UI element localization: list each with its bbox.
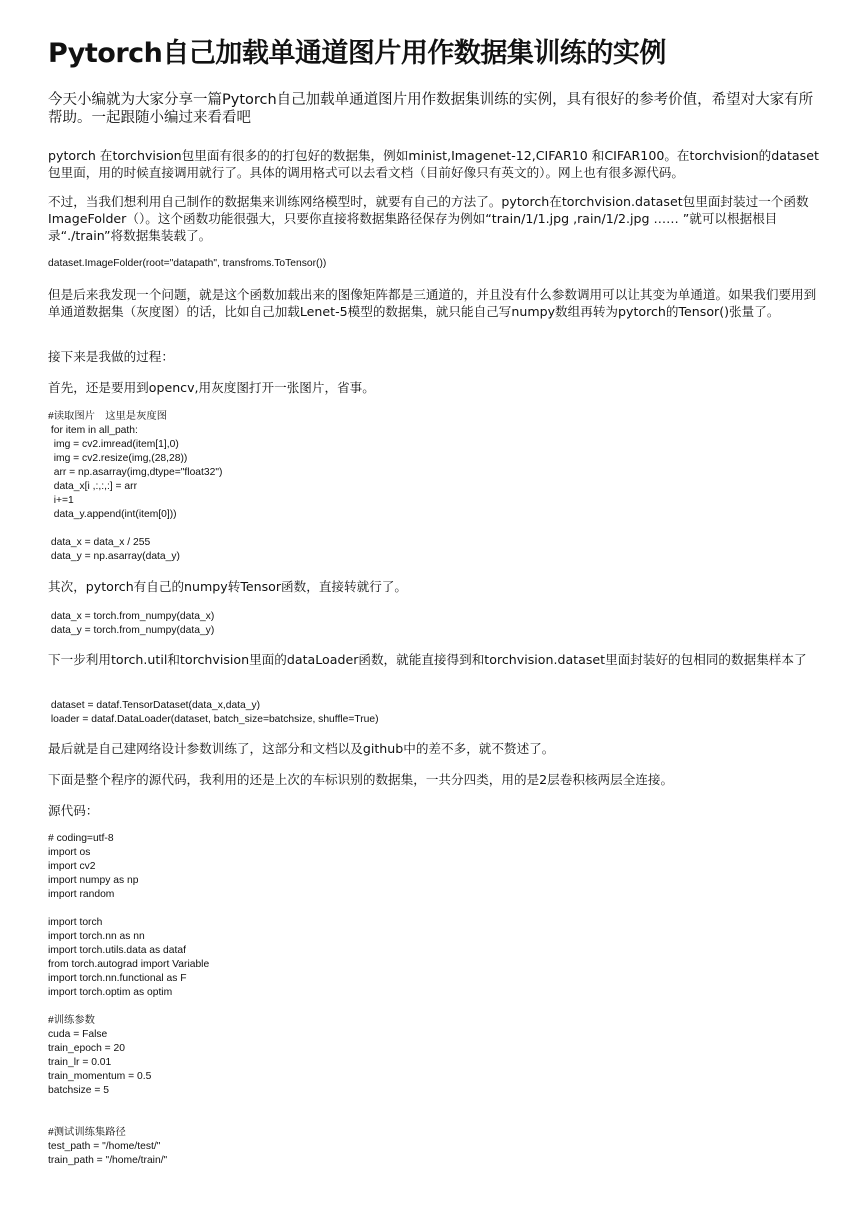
intro-paragraph: 今天小编就为大家分享一篇Pytorch自己加载单通道图片用作数据集训练的实例，具有很好的参考价值，希望对大家有所帮助。一起跟随小编过来看看吧: [48, 92, 814, 126]
code-block-1: dataset.ImageFolder(root="datapath", transfroms.ToTensor()): [48, 258, 327, 269]
paragraph-8: 最后就是自己建网络设计参数训练了，这部分和文档以及github中的差不多，就不赘述了。: [48, 741, 555, 756]
code-block-3: data_x = torch.from_numpy(data_x) data_y = torch.from_numpy(data_y): [50, 611, 215, 636]
code-block-4: dataset = dataf.TensorDataset(data_x,data_y) loader = dataf.DataLoader(dataset, batch_size=batchsize, shuffle=True): [50, 700, 379, 725]
paragraph-6: 其次，pytorch有自己的numpy转Tensor函数，直接转就行了。: [48, 579, 407, 594]
code-block-5: # coding=utf-8 import os import cv2 import numpy as np import random import torch import torch.nn as nn import torch.utils.data as dataf from torch.autograd import Variable import torch.nn.functional as F import torch.optim as optim #训练参数 cuda = False train_epoch = 20 train_lr = 0.01 train_momentum = 0.5 batchsize = 5 #测试训练集路径 test_path = "/home/test/" train_path = "/home/train/": [48, 833, 210, 1166]
paragraph-9: 下面是整个程序的源代码，我利用的还是上次的车标识别的数据集，一共分四类，用的是2层卷积核两层全连接。: [48, 772, 674, 787]
paragraph-5: 首先，还是要用到opencv,用灰度图打开一张图片，省事。: [48, 380, 375, 395]
paragraph-3: 但是后来我发现一个问题，就是这个函数加载出来的图像矩阵都是三通道的，并且没有什么参数调用可以让其变为单通道。如果我们要用到单通道数据集（灰度图）的话，比如自己加载Lenet-5模型的数据集，就只能自己写numpy数组再转为pytorch的Tensor()张量了。: [48, 287, 817, 319]
code-block-2: #读取图片 这里是灰度图 for item in all_path: img = cv2.imread(item[1],0) img = cv2.resize(img,(28,28)) arr = np.asarray(img,dtype="float32") data_x[i ,:,:,:] = arr i+=1 data_y.append(int(item[0])) data_x = data_x / 255 data_y = np.asarray(data_y): [48, 411, 223, 562]
paragraph-1: pytorch 在torchvision包里面有很多的的打包好的数据集，例如minist,Imagenet-12,CIFAR10 和CIFAR100。在torchvision的dataset包里面，用的时候直接调用就行了。具体的调用格式可以去看文档（目前好像只有英文的）。网上也有很多源代码。: [48, 148, 819, 180]
paragraph-7: 下一步利用torch.util和torchvision里面的dataLoader函数，就能直接得到和torchvision.dataset里面封装好的包相同的数据集样本了: [48, 652, 807, 667]
page-title: Pytorch自己加载单通道图片用作数据集训练的实例: [48, 38, 666, 69]
paragraph-10: 源代码：: [48, 803, 99, 818]
paragraph-4: 接下来是我做的过程：: [48, 349, 174, 364]
paragraph-2: 不过，当我们想利用自己制作的数据集来训练网络模型时，就要有自己的方法了。pytorch在torchvision.dataset包里面封装过一个函数ImageFolder（）。这个函数功能很强大，只要你直接将数据集路径保存为例如“train/1/1.jpg ,rain/1/2.jpg …… ”就可以根据根目录“./train”将数据集装载了。: [48, 194, 809, 243]
